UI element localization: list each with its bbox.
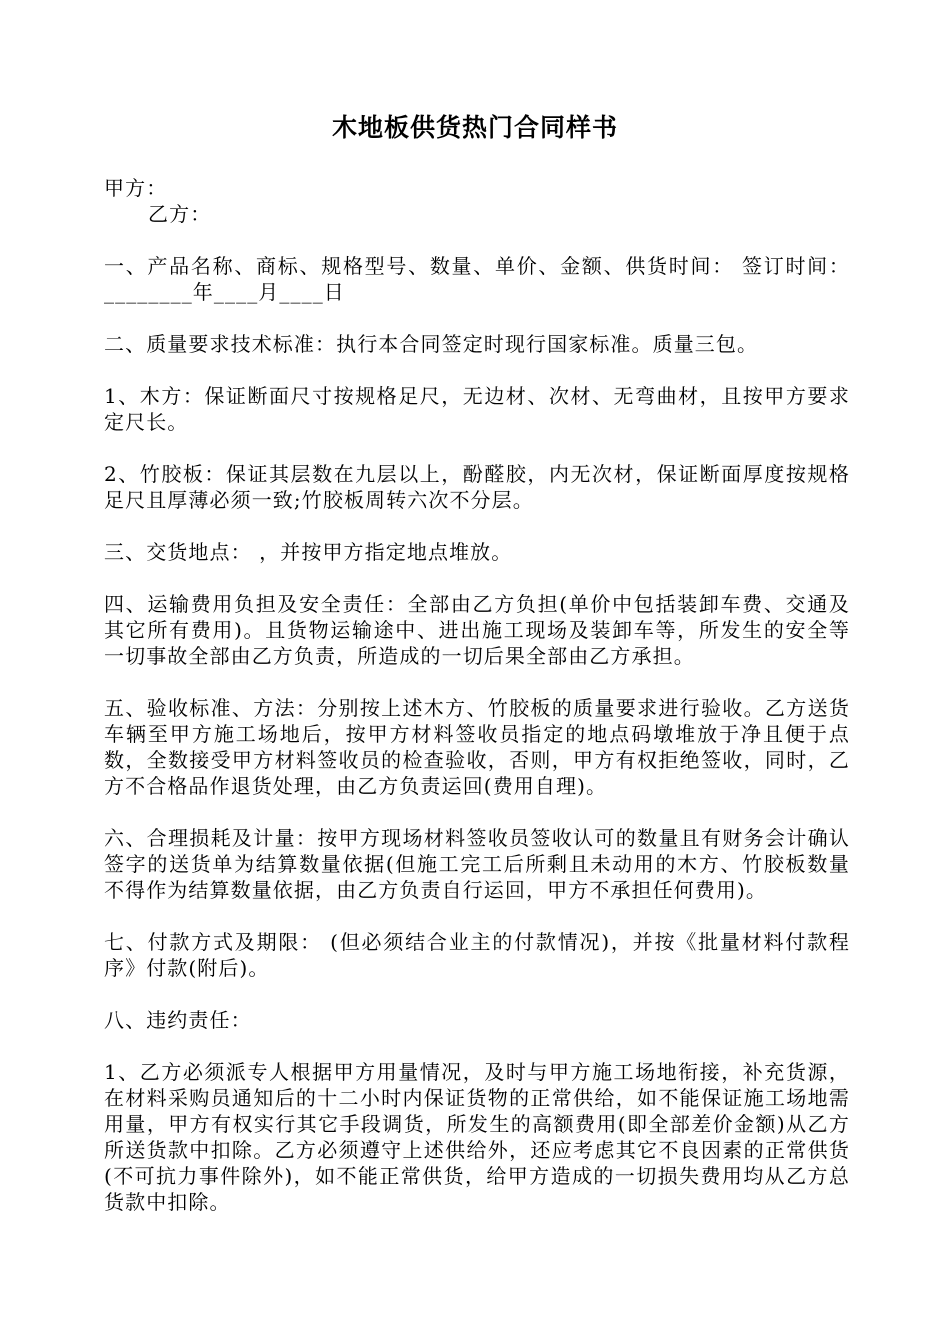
- section-5-acceptance: 五、验收标准、方法：分别按上述木方、竹胶板的质量要求进行验收。乙方送货车辆至甲方施工场地后，按甲方材料签收员指定的地点码墩堆放于净且便于点数，全数接受甲方材料签收员的检查验收，否则，甲方有权拒绝签收，同时，乙方不合格品作退货处理，由乙方负责运回(费用自理)。: [104, 696, 850, 798]
- section-1-product: 一、产品名称、商标、规格型号、数量、单价、金额、供货时间： 签订时间：________年____月____日: [104, 254, 850, 304]
- document-body: [104, 175, 850, 1241]
- party-b-label: 乙方：: [148, 202, 212, 226]
- section-4-transport: 四、运输费用负担及安全责任：全部由乙方负担(单价中包括装卸车费、交通及其它所有费用)。且货物运输途中、进出施工现场及装卸车等，所发生的安全等一切事故全部由乙方负责，所造成的一切后果全部由乙方承担。: [104, 592, 850, 668]
- clause-timber: 1、木方：保证断面尺寸按规格足尺，无边材、次材、无弯曲材，且按甲方要求定尺长。: [104, 384, 850, 434]
- section-8-breach: 八、违约责任：: [104, 1008, 252, 1032]
- section-2-quality: 二、质量要求技术标准：执行本合同签定时现行国家标准。质量三包。: [104, 332, 759, 356]
- document-title: 木地板供货热门合同样书: [331, 113, 618, 142]
- clause-supply-obligation: 1、乙方必须派专人根据甲方用量情况，及时与甲方施工场地衔接，补充货源，在材料采购员通知后的十二小时内保证货物的正常供给，如不能保证施工场地需用量，甲方有权实行其它手段调货，所发生的高额费用(即全部差价金额)从乙方所送货款中扣除。乙方必须遵守上述供给外，还应考虑其它不良因素的正常供货(不可抗力事件除外)，如不能正常供货，给甲方造成的一切损失费用均从乙方总货款中扣除。: [104, 1060, 850, 1214]
- section-7-payment: 七、付款方式及期限： (但必须结合业主的付款情况)，并按《批量材料付款程序》付款(附后)。: [104, 930, 850, 980]
- section-3-delivery: 三、交货地点： ，并按甲方指定地点堆放。: [104, 540, 513, 564]
- clause-bamboo-plywood: 2、竹胶板：保证其层数在九层以上，酚醛胶，内无次材，保证断面厚度按规格足尺且厚薄必须一致;竹胶板周转六次不分层。: [104, 462, 850, 512]
- section-6-loss-measure: 六、合理损耗及计量：按甲方现场材料签收员签收认可的数量且有财务会计确认签字的送货单为结算数量依据(但施工完工后所剩且未动用的木方、竹胶板数量不得作为结算数量依据，由乙方负责自行运回，甲方不承担任何费用)。: [104, 826, 850, 902]
- party-a-label: 甲方：: [104, 176, 168, 200]
